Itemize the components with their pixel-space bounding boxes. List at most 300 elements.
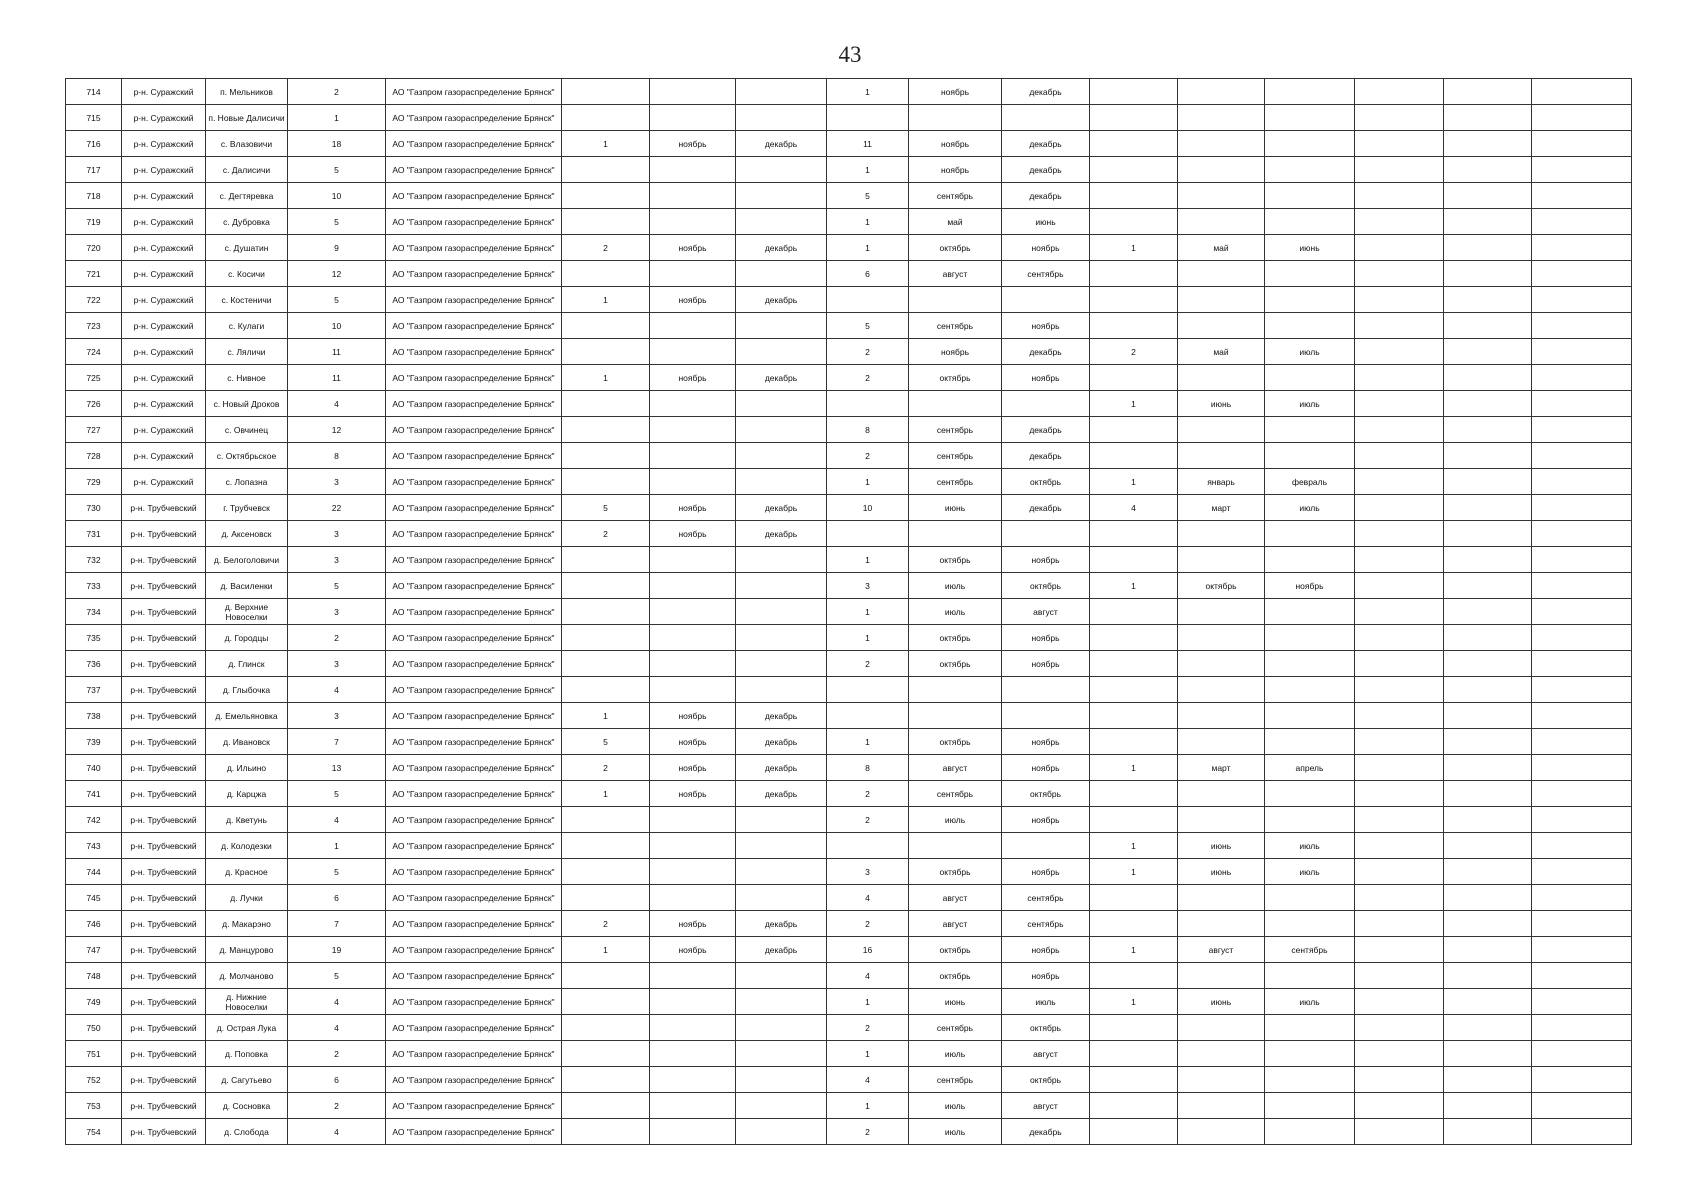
stage3-start-month — [1178, 443, 1265, 469]
stage2-end-month: ноябрь — [1002, 313, 1090, 339]
stage1-count — [562, 417, 650, 443]
organization-name: АО "Газпром газораспределение Брянск" — [386, 989, 562, 1015]
district-name: р-н. Трубчевский — [122, 703, 206, 729]
settlement-name: д. Ивановск — [206, 729, 288, 755]
organization-name: АО "Газпром газораспределение Брянск" — [386, 417, 562, 443]
settlement-name: с. Нивное — [206, 365, 288, 391]
stage1-end-month — [736, 807, 827, 833]
row-number: 717 — [66, 157, 122, 183]
settlement-name: с. Костеничи — [206, 287, 288, 313]
stage2-count — [827, 677, 909, 703]
stage3-end-month — [1265, 625, 1355, 651]
stage1-start-month — [650, 963, 736, 989]
empty-cell — [1444, 755, 1532, 781]
stage1-start-month: ноябрь — [650, 235, 736, 261]
row-number: 748 — [66, 963, 122, 989]
stage1-start-month: ноябрь — [650, 365, 736, 391]
empty-cell — [1355, 1119, 1444, 1145]
district-name: р-н. Суражский — [122, 287, 206, 313]
stage1-end-month — [736, 105, 827, 131]
stage1-end-month — [736, 1119, 827, 1145]
stage3-count — [1090, 79, 1178, 105]
settlement-name: д. Молчаново — [206, 963, 288, 989]
table-row — [66, 105, 1632, 131]
organization-name: АО "Газпром газораспределение Брянск" — [386, 651, 562, 677]
row-number: 753 — [66, 1093, 122, 1119]
stage1-start-month — [650, 599, 736, 625]
empty-cell — [1444, 157, 1532, 183]
object-count: 3 — [288, 521, 386, 547]
stage1-end-month — [736, 859, 827, 885]
stage3-count: 1 — [1090, 833, 1178, 859]
stage2-start-month — [909, 677, 1002, 703]
stage2-count — [827, 105, 909, 131]
organization-name: АО "Газпром газораспределение Брянск" — [386, 573, 562, 599]
stage1-count — [562, 1067, 650, 1093]
object-count: 2 — [288, 1093, 386, 1119]
empty-cell — [1532, 391, 1632, 417]
stage2-end-month: декабрь — [1002, 131, 1090, 157]
stage1-end-month — [736, 261, 827, 287]
object-count: 8 — [288, 443, 386, 469]
table-row — [66, 1015, 1632, 1041]
organization-name: АО "Газпром газораспределение Брянск" — [386, 859, 562, 885]
object-count: 12 — [288, 261, 386, 287]
stage2-end-month: ноябрь — [1002, 729, 1090, 755]
stage2-count: 2 — [827, 807, 909, 833]
stage3-start-month — [1178, 625, 1265, 651]
stage2-count — [827, 833, 909, 859]
empty-cell — [1444, 131, 1532, 157]
table-row — [66, 287, 1632, 313]
stage2-end-month: октябрь — [1002, 1067, 1090, 1093]
object-count: 18 — [288, 131, 386, 157]
stage3-count — [1090, 417, 1178, 443]
stage3-end-month: июль — [1265, 833, 1355, 859]
stage2-start-month — [909, 105, 1002, 131]
stage2-end-month: ноябрь — [1002, 625, 1090, 651]
table-row — [66, 547, 1632, 573]
stage3-end-month — [1265, 729, 1355, 755]
stage1-start-month — [650, 443, 736, 469]
stage1-count — [562, 547, 650, 573]
empty-cell — [1444, 235, 1532, 261]
stage1-end-month — [736, 677, 827, 703]
row-number: 751 — [66, 1041, 122, 1067]
row-number: 722 — [66, 287, 122, 313]
stage1-start-month — [650, 313, 736, 339]
stage1-count — [562, 469, 650, 495]
stage3-start-month: август — [1178, 937, 1265, 963]
district-name: р-н. Трубчевский — [122, 885, 206, 911]
empty-cell — [1355, 495, 1444, 521]
empty-cell — [1355, 79, 1444, 105]
object-count: 11 — [288, 365, 386, 391]
stage1-start-month — [650, 1119, 736, 1145]
empty-cell — [1355, 781, 1444, 807]
stage3-start-month: июнь — [1178, 859, 1265, 885]
settlement-name: с. Овчинец — [206, 417, 288, 443]
empty-cell — [1355, 183, 1444, 209]
stage1-start-month — [650, 1015, 736, 1041]
stage2-count: 3 — [827, 859, 909, 885]
stage3-end-month — [1265, 1093, 1355, 1119]
district-name: р-н. Суражский — [122, 183, 206, 209]
object-count: 19 — [288, 937, 386, 963]
stage2-end-month: октябрь — [1002, 573, 1090, 599]
district-name: р-н. Трубчевский — [122, 963, 206, 989]
stage2-end-month: ноябрь — [1002, 963, 1090, 989]
stage2-end-month: декабрь — [1002, 157, 1090, 183]
row-number: 743 — [66, 833, 122, 859]
stage1-end-month — [736, 183, 827, 209]
stage2-count: 1 — [827, 79, 909, 105]
table-row — [66, 469, 1632, 495]
stage1-count — [562, 963, 650, 989]
empty-cell — [1444, 1041, 1532, 1067]
stage3-end-month: июнь — [1265, 235, 1355, 261]
stage3-start-month — [1178, 417, 1265, 443]
district-name: р-н. Суражский — [122, 469, 206, 495]
stage3-end-month — [1265, 963, 1355, 989]
stage3-end-month: апрель — [1265, 755, 1355, 781]
stage2-end-month: ноябрь — [1002, 807, 1090, 833]
stage3-end-month — [1265, 885, 1355, 911]
stage3-end-month — [1265, 183, 1355, 209]
stage1-start-month — [650, 859, 736, 885]
row-number: 732 — [66, 547, 122, 573]
row-number: 734 — [66, 599, 122, 625]
empty-cell — [1355, 443, 1444, 469]
empty-cell — [1355, 1067, 1444, 1093]
stage3-count — [1090, 625, 1178, 651]
empty-cell — [1355, 833, 1444, 859]
stage3-start-month — [1178, 547, 1265, 573]
stage2-start-month: июнь — [909, 989, 1002, 1015]
table-row — [66, 313, 1632, 339]
empty-cell — [1355, 105, 1444, 131]
table-row — [66, 703, 1632, 729]
district-name: р-н. Суражский — [122, 131, 206, 157]
stage1-count: 2 — [562, 521, 650, 547]
stage2-count: 2 — [827, 781, 909, 807]
stage2-start-month: август — [909, 261, 1002, 287]
organization-name: АО "Газпром газораспределение Брянск" — [386, 209, 562, 235]
organization-name: АО "Газпром газораспределение Брянск" — [386, 1067, 562, 1093]
stage3-end-month — [1265, 209, 1355, 235]
empty-cell — [1355, 313, 1444, 339]
stage3-end-month — [1265, 1041, 1355, 1067]
settlement-name: д. Сосновка — [206, 1093, 288, 1119]
stage2-count — [827, 521, 909, 547]
empty-cell — [1355, 1015, 1444, 1041]
district-name: р-н. Трубчевский — [122, 1119, 206, 1145]
row-number: 749 — [66, 989, 122, 1015]
empty-cell — [1444, 183, 1532, 209]
empty-cell — [1355, 885, 1444, 911]
stage2-count: 8 — [827, 755, 909, 781]
stage1-end-month: декабрь — [736, 287, 827, 313]
table-row — [66, 1093, 1632, 1119]
stage3-count — [1090, 183, 1178, 209]
stage3-end-month — [1265, 1067, 1355, 1093]
stage3-start-month: май — [1178, 339, 1265, 365]
stage3-end-month — [1265, 651, 1355, 677]
stage2-start-month: июль — [909, 1041, 1002, 1067]
row-number: 714 — [66, 79, 122, 105]
organization-name: АО "Газпром газораспределение Брянск" — [386, 885, 562, 911]
stage3-count: 2 — [1090, 339, 1178, 365]
organization-name: АО "Газпром газораспределение Брянск" — [386, 183, 562, 209]
empty-cell — [1444, 1119, 1532, 1145]
organization-name: АО "Газпром газораспределение Брянск" — [386, 1093, 562, 1119]
organization-name: АО "Газпром газораспределение Брянск" — [386, 469, 562, 495]
settlement-name: д. Городцы — [206, 625, 288, 651]
stage1-count — [562, 677, 650, 703]
stage3-start-month — [1178, 287, 1265, 313]
organization-name: АО "Газпром газораспределение Брянск" — [386, 963, 562, 989]
row-number: 738 — [66, 703, 122, 729]
stage3-start-month — [1178, 79, 1265, 105]
empty-cell — [1532, 261, 1632, 287]
stage2-end-month: декабрь — [1002, 417, 1090, 443]
organization-name: АО "Газпром газораспределение Брянск" — [386, 911, 562, 937]
stage2-end-month: ноябрь — [1002, 859, 1090, 885]
object-count: 5 — [288, 859, 386, 885]
stage1-end-month: декабрь — [736, 755, 827, 781]
empty-cell — [1532, 703, 1632, 729]
settlement-name: д. Острая Лука — [206, 1015, 288, 1041]
object-count: 6 — [288, 885, 386, 911]
empty-cell — [1444, 521, 1532, 547]
empty-cell — [1444, 417, 1532, 443]
stage1-start-month — [650, 183, 736, 209]
stage1-start-month — [650, 391, 736, 417]
empty-cell — [1444, 989, 1532, 1015]
stage3-count — [1090, 885, 1178, 911]
stage1-end-month — [736, 885, 827, 911]
stage1-start-month — [650, 469, 736, 495]
district-name: р-н. Трубчевский — [122, 833, 206, 859]
object-count: 1 — [288, 833, 386, 859]
stage3-count — [1090, 547, 1178, 573]
empty-cell — [1444, 651, 1532, 677]
row-number: 735 — [66, 625, 122, 651]
stage1-end-month — [736, 547, 827, 573]
empty-cell — [1355, 911, 1444, 937]
organization-name: АО "Газпром газораспределение Брянск" — [386, 781, 562, 807]
stage2-count: 11 — [827, 131, 909, 157]
stage1-end-month — [736, 1067, 827, 1093]
stage3-end-month — [1265, 521, 1355, 547]
stage3-count — [1090, 807, 1178, 833]
empty-cell — [1532, 651, 1632, 677]
stage2-start-month: ноябрь — [909, 79, 1002, 105]
stage1-count — [562, 339, 650, 365]
stage3-end-month — [1265, 287, 1355, 313]
settlement-name: д. Красное — [206, 859, 288, 885]
district-name: р-н. Трубчевский — [122, 989, 206, 1015]
empty-cell — [1444, 807, 1532, 833]
empty-cell — [1355, 729, 1444, 755]
table-row — [66, 885, 1632, 911]
stage2-end-month — [1002, 521, 1090, 547]
object-count: 2 — [288, 79, 386, 105]
stage3-end-month — [1265, 443, 1355, 469]
stage1-start-month — [650, 833, 736, 859]
stage3-start-month — [1178, 599, 1265, 625]
organization-name: АО "Газпром газораспределение Брянск" — [386, 521, 562, 547]
district-name: р-н. Суражский — [122, 339, 206, 365]
empty-cell — [1444, 391, 1532, 417]
table-row — [66, 755, 1632, 781]
stage1-count — [562, 859, 650, 885]
stage2-end-month: сентябрь — [1002, 261, 1090, 287]
empty-cell — [1532, 521, 1632, 547]
stage3-start-month: июнь — [1178, 391, 1265, 417]
stage1-count — [562, 885, 650, 911]
district-name: р-н. Трубчевский — [122, 677, 206, 703]
stage3-end-month — [1265, 365, 1355, 391]
stage1-end-month: декабрь — [736, 365, 827, 391]
stage3-end-month: июль — [1265, 859, 1355, 885]
stage1-end-month: декабрь — [736, 781, 827, 807]
settlement-name: г. Трубчевск — [206, 495, 288, 521]
stage1-end-month — [736, 443, 827, 469]
empty-cell — [1444, 443, 1532, 469]
stage2-start-month: ноябрь — [909, 157, 1002, 183]
settlement-name: д. Сагутьево — [206, 1067, 288, 1093]
organization-name: АО "Газпром газораспределение Брянск" — [386, 313, 562, 339]
empty-cell — [1444, 1067, 1532, 1093]
table-row — [66, 599, 1632, 625]
stage3-start-month — [1178, 209, 1265, 235]
stage1-start-month: ноябрь — [650, 755, 736, 781]
stage2-start-month: август — [909, 755, 1002, 781]
stage3-start-month — [1178, 807, 1265, 833]
settlement-name: д. Глинск — [206, 651, 288, 677]
settlement-name: д. Макарэно — [206, 911, 288, 937]
stage3-start-month — [1178, 781, 1265, 807]
district-name: р-н. Трубчевский — [122, 625, 206, 651]
object-count: 3 — [288, 599, 386, 625]
empty-cell — [1355, 157, 1444, 183]
stage2-count: 2 — [827, 651, 909, 677]
stage2-count: 2 — [827, 443, 909, 469]
stage1-count — [562, 183, 650, 209]
stage3-count — [1090, 157, 1178, 183]
empty-cell — [1444, 573, 1532, 599]
stage2-end-month: сентябрь — [1002, 911, 1090, 937]
stage1-count — [562, 807, 650, 833]
stage1-count — [562, 1041, 650, 1067]
empty-cell — [1444, 781, 1532, 807]
stage1-count — [562, 443, 650, 469]
table-row — [66, 391, 1632, 417]
stage3-count — [1090, 781, 1178, 807]
stage2-count: 1 — [827, 209, 909, 235]
stage1-count — [562, 651, 650, 677]
object-count: 3 — [288, 469, 386, 495]
district-name: р-н. Трубчевский — [122, 1093, 206, 1119]
stage2-end-month: август — [1002, 1041, 1090, 1067]
stage2-end-month: ноябрь — [1002, 937, 1090, 963]
object-count: 5 — [288, 963, 386, 989]
empty-cell — [1532, 469, 1632, 495]
district-name: р-н. Суражский — [122, 235, 206, 261]
stage3-end-month — [1265, 703, 1355, 729]
row-number: 723 — [66, 313, 122, 339]
empty-cell — [1532, 911, 1632, 937]
stage1-end-month — [736, 989, 827, 1015]
stage3-end-month — [1265, 781, 1355, 807]
table-row — [66, 807, 1632, 833]
empty-cell — [1532, 1041, 1632, 1067]
empty-cell — [1532, 963, 1632, 989]
stage3-start-month — [1178, 651, 1265, 677]
empty-cell — [1355, 417, 1444, 443]
stage2-count: 8 — [827, 417, 909, 443]
stage1-end-month — [736, 625, 827, 651]
stage2-start-month: сентябрь — [909, 313, 1002, 339]
stage3-count — [1090, 599, 1178, 625]
stage3-start-month — [1178, 157, 1265, 183]
stage1-end-month: декабрь — [736, 729, 827, 755]
stage1-start-month — [650, 157, 736, 183]
empty-cell — [1532, 183, 1632, 209]
district-name: р-н. Трубчевский — [122, 547, 206, 573]
district-name: р-н. Трубчевский — [122, 1041, 206, 1067]
stage2-end-month: октябрь — [1002, 781, 1090, 807]
stage2-count: 1 — [827, 625, 909, 651]
stage2-count: 5 — [827, 313, 909, 339]
stage1-start-month: ноябрь — [650, 521, 736, 547]
organization-name: АО "Газпром газораспределение Брянск" — [386, 729, 562, 755]
settlement-name: с. Душатин — [206, 235, 288, 261]
table-row — [66, 989, 1632, 1015]
stage1-start-month: ноябрь — [650, 495, 736, 521]
empty-cell — [1355, 963, 1444, 989]
empty-cell — [1444, 599, 1532, 625]
settlement-name: д. Слобода — [206, 1119, 288, 1145]
object-count: 4 — [288, 391, 386, 417]
empty-cell — [1532, 79, 1632, 105]
stage1-count — [562, 391, 650, 417]
object-count: 9 — [288, 235, 386, 261]
stage2-start-month: сентябрь — [909, 469, 1002, 495]
stage1-end-month — [736, 573, 827, 599]
stage1-start-month — [650, 651, 736, 677]
stage3-count: 1 — [1090, 755, 1178, 781]
empty-cell — [1532, 339, 1632, 365]
stage2-count: 1 — [827, 989, 909, 1015]
organization-name: АО "Газпром газораспределение Брянск" — [386, 287, 562, 313]
stage2-start-month — [909, 703, 1002, 729]
stage2-end-month: октябрь — [1002, 469, 1090, 495]
stage1-end-month — [736, 1093, 827, 1119]
stage3-end-month: февраль — [1265, 469, 1355, 495]
stage1-end-month — [736, 1041, 827, 1067]
stage1-start-month: ноябрь — [650, 287, 736, 313]
object-count: 10 — [288, 183, 386, 209]
stage2-count: 5 — [827, 183, 909, 209]
stage2-start-month: сентябрь — [909, 443, 1002, 469]
stage2-end-month: ноябрь — [1002, 755, 1090, 781]
stage1-start-month — [650, 339, 736, 365]
object-count: 3 — [288, 651, 386, 677]
stage1-start-month: ноябрь — [650, 131, 736, 157]
table-row — [66, 833, 1632, 859]
